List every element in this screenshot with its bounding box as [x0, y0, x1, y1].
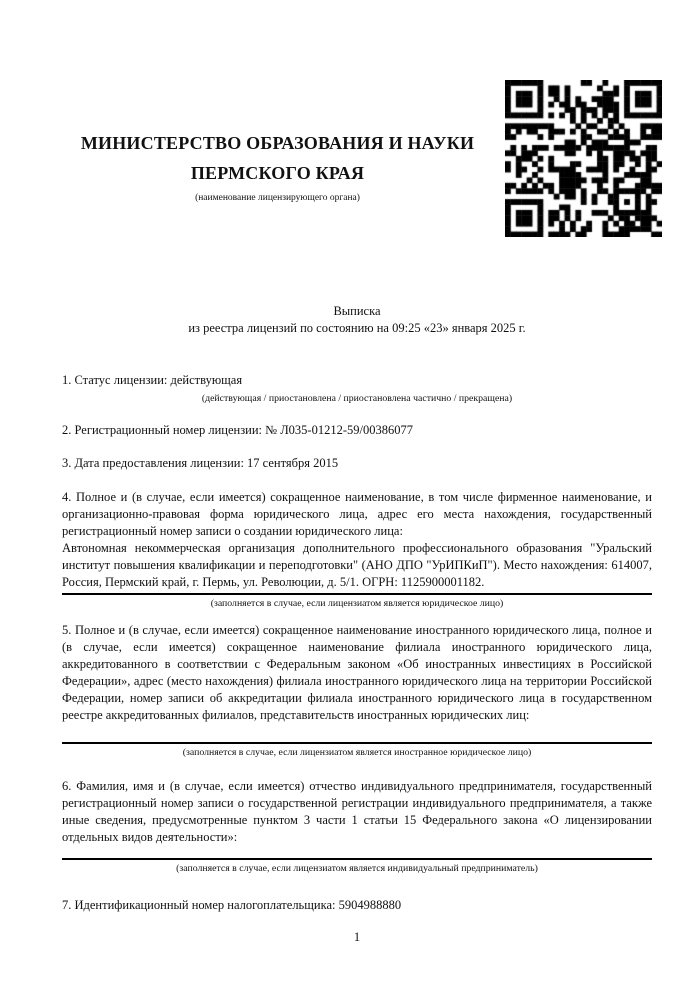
- qr-code-icon: [505, 80, 662, 237]
- item-taxpayer-number: 7. Идентификационный номер налогоплательщика: 5904988880: [62, 898, 402, 912]
- item-legal-entity-answer: Автономная некоммерческая организация дополнительного профессионального образования "Уральский институт повышения квалификации и переподготовки" (АНО ДПО "УрИПКиП"). Место нахождения: 614007, Россия, Пермский край, г. Пермь, ул. Революции, д. 5/1. ОГРН: 1125900001182.: [62, 541, 652, 589]
- item-foreign-entity-note: (заполняется в случае, если лицензиатом является иностранное юридическое лицо): [182, 747, 532, 758]
- entrepreneur-underline: [62, 858, 652, 860]
- licensing-authority-header: [35, 128, 520, 204]
- item-license-status-note: (действующая / приостановлена / приостановлена частично / прекращена): [201, 393, 513, 404]
- item-registration-number: 2. Регистрационный номер лицензии: № Л035-01212-59/00386077: [62, 423, 413, 437]
- item-grant-date: 3. Дата предоставления лицензии: 17 сентября 2015: [62, 456, 339, 470]
- item-license-status: 1. Статус лицензии: действующая: [62, 373, 243, 387]
- item-entrepreneur-note: (заполняется в случае, если лицензиатом является индивидуальный предприниматель): [176, 863, 538, 874]
- item-entrepreneur-question: 6. Фамилия, имя и (в случае, если имеется) отчество индивидуального предпринимателя, государственный регистрационный номер записи о государственной регистрации индивидуального предпринимателя, а также иные сведения, предусмотренные пунктом 3 части 1 статьи 15 Федерального закона «О лицензировании отдельных видов деятельности»:: [62, 779, 652, 844]
- item-legal-entity-question: 4. Полное и (в случае, если имеется) сокращенное наименование, в том числе фирменное наименование, и организационно-правовая форма юридического лица, адрес его места нахождения, государственный регистрационный номер записи о создании юридического лица:: [62, 490, 652, 538]
- ministry-caption: (наименование лицензирующего органа): [195, 193, 360, 203]
- document-body: [62, 303, 652, 914]
- ministry-name-line2: ПЕРМСКОГО КРАЯ: [190, 163, 365, 183]
- document-title: [62, 303, 652, 337]
- page-number: 1: [353, 930, 361, 944]
- foreign-entity-underline: [62, 742, 652, 744]
- legal-entity-underline: [62, 593, 652, 595]
- item-foreign-entity-question: 5. Полное и (в случае, если имеется) сокращенное наименование иностранного юридического лица, полное и (в случае, если имеется) сокращенное наименование филиала иностранного юридического лица, аккредитованного в соответствии с Федеральным законом «Об иностранных инвестициях в Российской Федерации», адрес (место нахождения) филиала иностранного юридического лица на территории Российской Федерации, номер записи об аккредитации филиала иностранного юридического лица в государственном реестре аккредитованных филиалов, представительств иностранных юридических лиц:: [62, 623, 652, 722]
- document-title-line1: Выписка: [333, 304, 381, 318]
- ministry-name-line1: МИНИСТЕРСТВО ОБРАЗОВАНИЯ И НАУКИ: [80, 133, 475, 153]
- document-title-line2: из реестра лицензий по состоянию на 09:25 «23» января 2025 г.: [188, 321, 526, 335]
- item-legal-entity-note: (заполняется в случае, если лицензиатом является юридическое лицо): [210, 598, 504, 609]
